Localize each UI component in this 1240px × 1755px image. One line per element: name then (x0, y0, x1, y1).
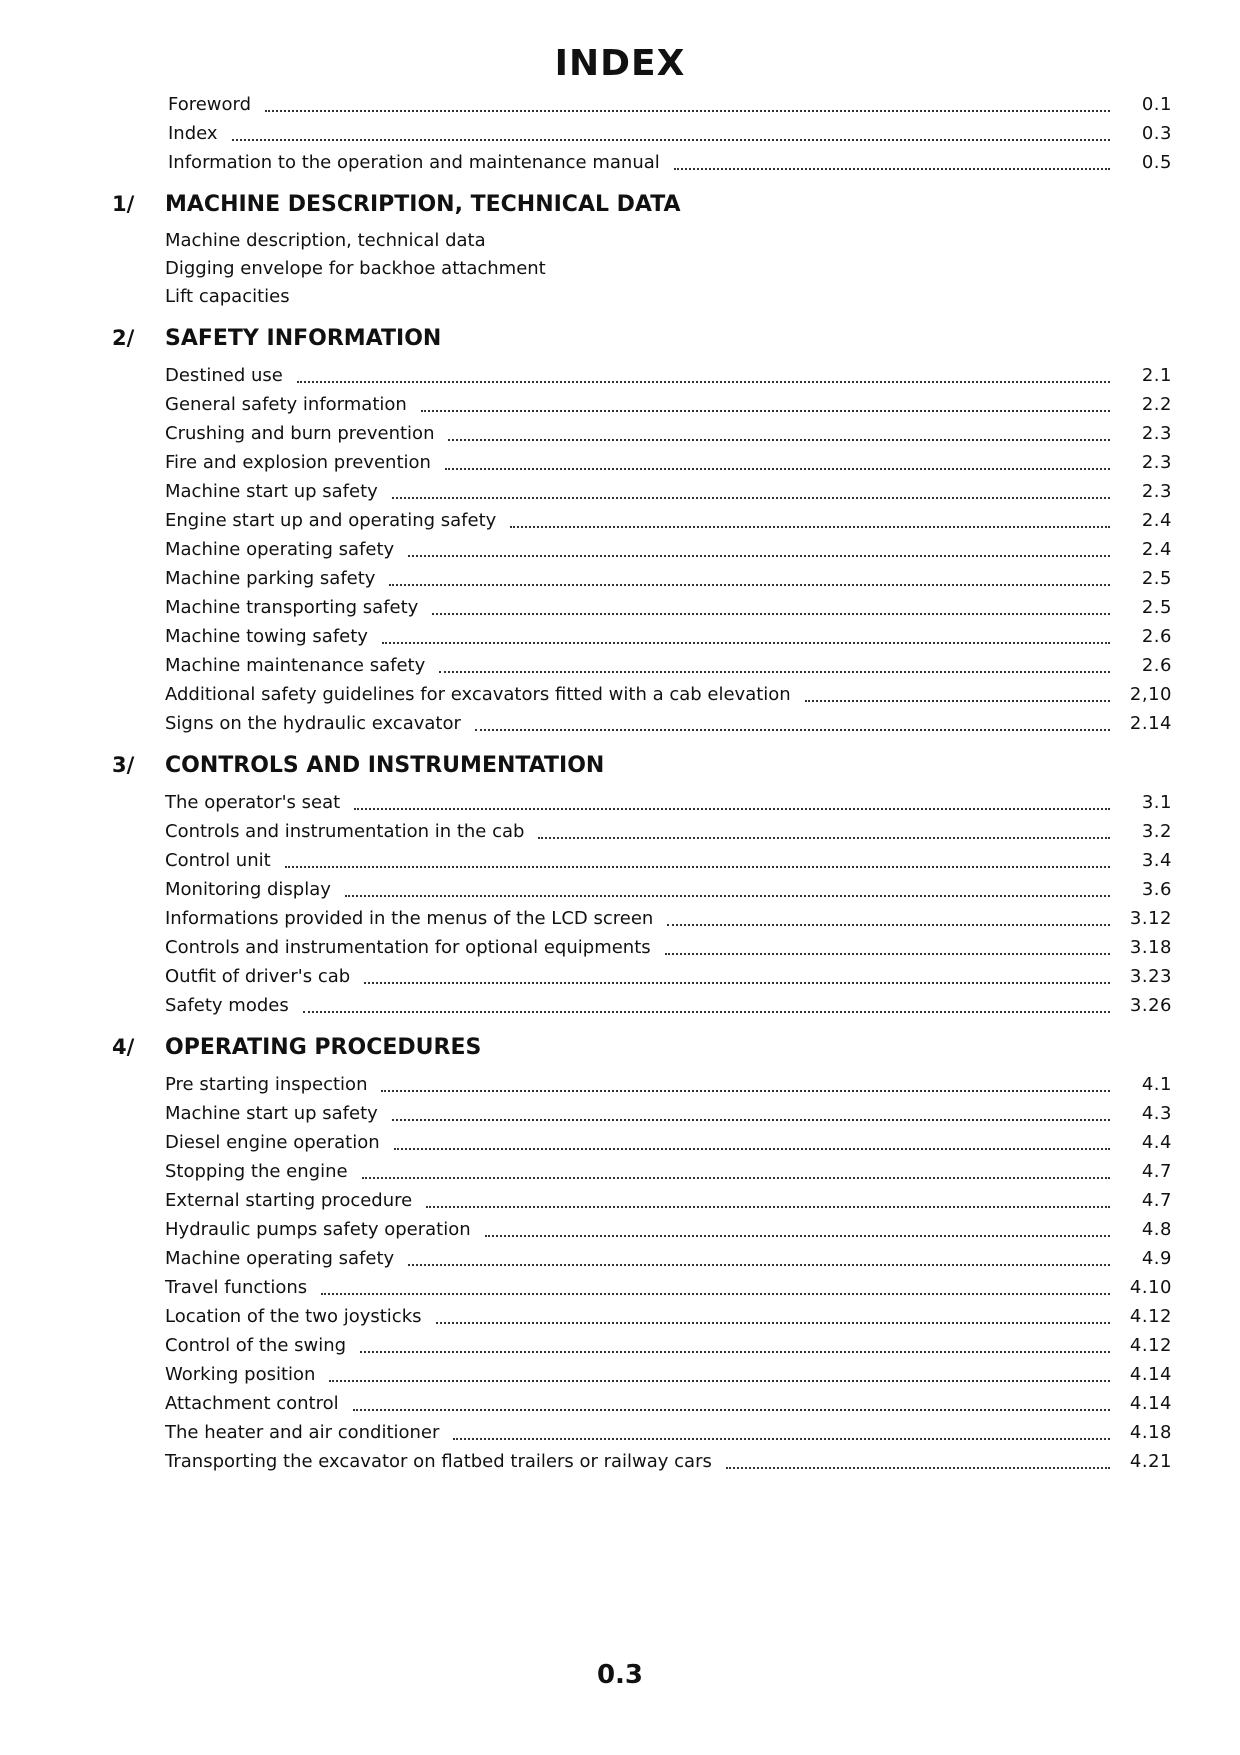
toc-entry-page: 4.12 (1129, 1306, 1172, 1327)
dot-leader (485, 1234, 1110, 1237)
toc-entry-label: Stopping the engine (165, 1161, 348, 1182)
section-heading (112, 1032, 1172, 1062)
section-number: 4/ (112, 1035, 135, 1059)
dot-leader (321, 1292, 1110, 1295)
toc-entry (165, 1244, 1172, 1273)
toc-entry-label: Safety modes (165, 995, 289, 1016)
dot-leader (475, 728, 1110, 731)
section-entries (165, 361, 1172, 738)
dot-leader (432, 612, 1110, 615)
toc-entry-page: 2.3 (1141, 452, 1172, 473)
toc-entry-page: 3.1 (1141, 792, 1172, 813)
toc-entry (165, 535, 1172, 564)
toc-entry (165, 448, 1172, 477)
dot-leader (392, 496, 1110, 499)
dot-leader (726, 1466, 1110, 1469)
toc-entry (165, 1418, 1172, 1447)
toc-entry-label: Lift capacities (165, 286, 290, 307)
toc-entry-label: Machine start up safety (165, 481, 378, 502)
toc-entry-label: Crushing and burn prevention (165, 423, 435, 444)
dot-leader (421, 409, 1110, 412)
toc-entry (165, 846, 1172, 875)
toc-entry-page: 4.4 (1141, 1132, 1172, 1153)
toc-entry-label: Machine maintenance safety (165, 655, 426, 676)
page-title: INDEX (554, 43, 686, 84)
toc-entry-label: Outfit of driver's cab (165, 966, 351, 987)
front-matter-list (168, 90, 1172, 177)
toc-entry-page: 3.2 (1141, 821, 1172, 842)
toc-entry-label: Informations provided in the menus of the LCD screen (165, 908, 654, 929)
toc-entry (165, 875, 1172, 904)
toc-entry (165, 904, 1172, 933)
toc-entry-label: Signs on the hydraulic excavator (165, 713, 461, 734)
toc-entry (165, 622, 1172, 651)
section-title: CONTROLS AND INSTRUMENTATION (165, 753, 605, 778)
toc-entry-page: 2.5 (1141, 597, 1172, 618)
toc-entry-page: 2.4 (1141, 539, 1172, 560)
toc-entry (165, 991, 1172, 1020)
toc-entry (165, 1070, 1172, 1099)
toc-entry-label: Control of the swing (165, 1335, 347, 1356)
toc-entry-page: 4.14 (1129, 1364, 1172, 1385)
section-title: SAFETY INFORMATION (165, 326, 442, 351)
toc-entry-label: The operator's seat (165, 792, 341, 813)
toc-entry (168, 148, 1172, 177)
toc-entry (165, 419, 1172, 448)
toc-entry-page: 2.3 (1141, 423, 1172, 444)
toc-entry (165, 817, 1172, 846)
toc-entry-label: Working position (165, 1364, 316, 1385)
toc-entry (165, 1215, 1172, 1244)
toc-entry-label: Location of the two joysticks (165, 1306, 422, 1327)
toc-entry-label: Machine operating safety (165, 539, 395, 560)
toc-entry-label: Machine transporting safety (165, 597, 419, 618)
toc-section (112, 323, 1172, 738)
toc-entry-page: 4.7 (1141, 1190, 1172, 1211)
toc-entry-page: 2.6 (1141, 655, 1172, 676)
toc-entry-label: Machine towing safety (165, 626, 368, 647)
toc-section (112, 750, 1172, 1020)
toc-entry-label: Machine start up safety (165, 1103, 378, 1124)
toc-entry (165, 1389, 1172, 1418)
dot-leader (297, 380, 1110, 383)
dot-leader (667, 923, 1110, 926)
toc-entry (165, 1447, 1172, 1476)
toc-entry-page: 2.5 (1141, 568, 1172, 589)
dot-leader (382, 641, 1110, 644)
toc-entry-page: 3.4 (1141, 850, 1172, 871)
dot-leader (389, 583, 1110, 586)
dot-leader (232, 138, 1110, 141)
table-of-contents (112, 90, 1172, 1476)
dot-leader (265, 109, 1110, 112)
toc-entry (165, 962, 1172, 991)
dot-leader (392, 1118, 1110, 1121)
toc-entry-page: 2,10 (1129, 684, 1172, 705)
toc-entry (165, 361, 1172, 390)
toc-entry-page: 4.3 (1141, 1103, 1172, 1124)
dot-leader (674, 167, 1110, 170)
toc-entry-label: General safety information (165, 394, 407, 415)
toc-entry-page: 4.8 (1141, 1219, 1172, 1240)
toc-entry-page: 3.23 (1129, 966, 1172, 987)
dot-leader (285, 865, 1110, 868)
toc-entry-page: 2.4 (1141, 510, 1172, 531)
toc-entry-page: 2.2 (1141, 394, 1172, 415)
section-number: 3/ (112, 753, 135, 777)
toc-section (112, 1032, 1172, 1476)
toc-entry (165, 1186, 1172, 1215)
section-number: 2/ (112, 326, 135, 350)
section-heading (112, 750, 1172, 780)
toc-entry-page: 4.12 (1129, 1335, 1172, 1356)
toc-entry-page: 4.10 (1129, 1277, 1172, 1298)
section-entries (165, 227, 1172, 311)
toc-entry (165, 593, 1172, 622)
toc-entry-label: Diesel engine operation (165, 1132, 380, 1153)
toc-entry (165, 390, 1172, 419)
toc-entry-page: 2.14 (1129, 713, 1172, 734)
toc-entry-page: 4.21 (1129, 1451, 1172, 1472)
toc-entry (165, 1331, 1172, 1360)
toc-entry-label: Controls and instrumentation for optional equipments (165, 937, 651, 958)
toc-entry (165, 933, 1172, 962)
toc-entry-label: Destined use (165, 365, 283, 386)
toc-entry (165, 1302, 1172, 1331)
toc-entry (165, 788, 1172, 817)
toc-entry (165, 1099, 1172, 1128)
dot-leader (439, 670, 1110, 673)
toc-entry (165, 680, 1172, 709)
toc-entry-label: Pre starting inspection (165, 1074, 368, 1095)
sections-container (112, 189, 1172, 1476)
toc-entry-page: 4.18 (1129, 1422, 1172, 1443)
toc-entry-page: 2.6 (1141, 626, 1172, 647)
toc-entry (168, 119, 1172, 148)
dot-leader (362, 1176, 1110, 1179)
toc-entry-label: Foreword (168, 94, 252, 115)
section-heading (112, 323, 1172, 353)
dot-leader (394, 1147, 1110, 1150)
toc-entry-label: Machine description, technical data (165, 230, 486, 251)
toc-entry-page: 0.1 (1141, 94, 1172, 115)
dot-leader (426, 1205, 1110, 1208)
toc-entry (165, 709, 1172, 738)
toc-section (112, 189, 1172, 311)
toc-entry-page: 3.12 (1129, 908, 1172, 929)
toc-entry (165, 477, 1172, 506)
toc-entry (165, 1157, 1172, 1186)
toc-entry-label: Transporting the excavator on flatbed trailers or railway cars (165, 1451, 712, 1472)
toc-entry-page: 3.26 (1129, 995, 1172, 1016)
dot-leader (345, 894, 1110, 897)
toc-entry-label: Control unit (165, 850, 271, 871)
dot-leader (665, 952, 1110, 955)
toc-entry-label: Hydraulic pumps safety operation (165, 1219, 471, 1240)
toc-entry-page: 2.1 (1141, 365, 1172, 386)
section-heading (112, 189, 1172, 219)
toc-entry (165, 506, 1172, 535)
section-entries (165, 788, 1172, 1020)
section-title: OPERATING PROCEDURES (165, 1035, 482, 1060)
dot-leader (453, 1437, 1110, 1440)
toc-entry-label: Controls and instrumentation in the cab (165, 821, 525, 842)
section-title: MACHINE DESCRIPTION, TECHNICAL DATA (165, 192, 681, 217)
dot-leader (381, 1089, 1110, 1092)
dot-leader (408, 1263, 1110, 1266)
toc-entry (168, 90, 1172, 119)
toc-entry-page: 4.1 (1141, 1074, 1172, 1095)
toc-entry-page: 4.14 (1129, 1393, 1172, 1414)
toc-entry-label: Travel functions (165, 1277, 308, 1298)
toc-entry-label: Additional safety guidelines for excavators fitted with a cab elevation (165, 684, 791, 705)
toc-entry (165, 1128, 1172, 1157)
toc-entry (165, 651, 1172, 680)
toc-entry (165, 1360, 1172, 1389)
toc-entry-label: External starting procedure (165, 1190, 413, 1211)
page-number: 0.3 (596, 1660, 644, 1690)
toc-entry-label: Attachment control (165, 1393, 339, 1414)
toc-entry-page: 0.3 (1141, 123, 1172, 144)
toc-entry-page: 3.18 (1129, 937, 1172, 958)
toc-entry-label: Monitoring display (165, 879, 331, 900)
dot-leader (303, 1010, 1110, 1013)
toc-entry-label: Engine start up and operating safety (165, 510, 497, 531)
dot-leader (364, 981, 1110, 984)
dot-leader (445, 467, 1110, 470)
toc-entry-label: The heater and air conditioner (165, 1422, 440, 1443)
dot-leader (436, 1321, 1111, 1324)
toc-entry-label: Fire and explosion prevention (165, 452, 431, 473)
dot-leader (408, 554, 1110, 557)
toc-entry-label: Digging envelope for backhoe attachment (165, 258, 546, 279)
toc-entry-page: 4.9 (1141, 1248, 1172, 1269)
dot-leader (510, 525, 1110, 528)
section-number: 1/ (112, 192, 135, 216)
dot-leader (360, 1350, 1110, 1353)
toc-entry (165, 564, 1172, 593)
toc-entry-page: 4.7 (1141, 1161, 1172, 1182)
toc-entry-label: Machine operating safety (165, 1248, 395, 1269)
toc-entry-label: Machine parking safety (165, 568, 376, 589)
toc-entry-label: Index (168, 123, 218, 144)
toc-entry-page: 3.6 (1141, 879, 1172, 900)
dot-leader (448, 438, 1110, 441)
dot-leader (353, 1408, 1110, 1411)
toc-entry-page: 2.3 (1141, 481, 1172, 502)
toc-entry-page: 0.5 (1141, 152, 1172, 173)
toc-entry-label: Information to the operation and maintenance manual (168, 152, 660, 173)
dot-leader (329, 1379, 1110, 1382)
toc-entry (165, 1273, 1172, 1302)
dot-leader (354, 807, 1110, 810)
dot-leader (538, 836, 1110, 839)
dot-leader (805, 699, 1110, 702)
section-entries (165, 1070, 1172, 1476)
